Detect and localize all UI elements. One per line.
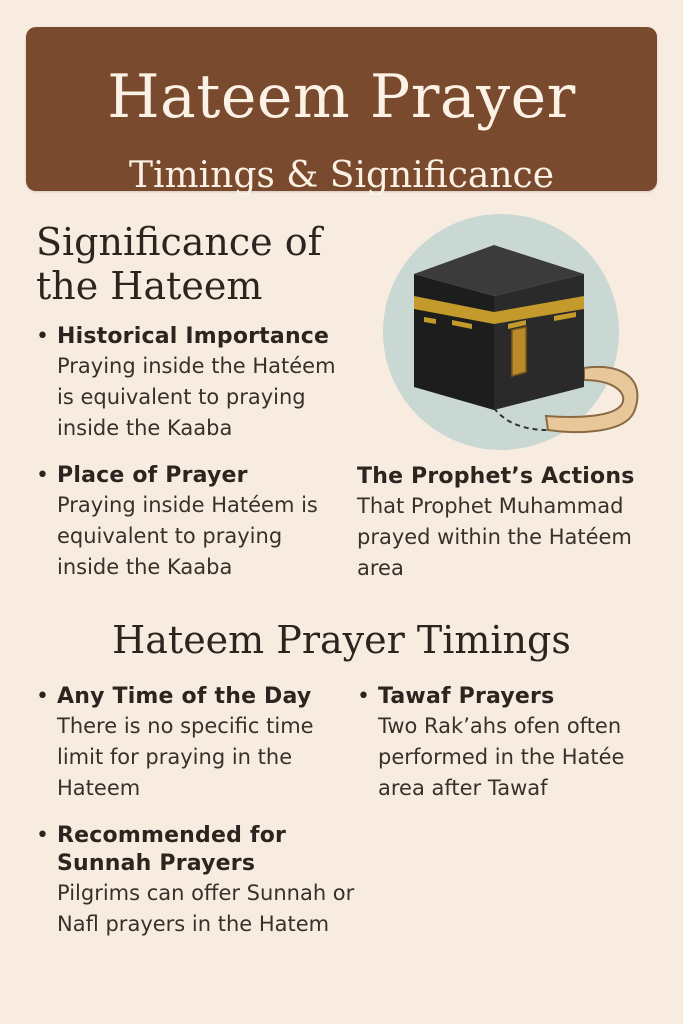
item-body: That Prophet Muhammad prayed within the Hatéem area [357, 494, 632, 580]
title-banner [26, 27, 657, 196]
significance-item-historical [36, 323, 356, 444]
page-subtitle: Timings & Significance [128, 155, 555, 196]
page-title: Hateem Prayer [107, 62, 576, 132]
bullet-dot-icon: • [36, 684, 49, 709]
item-body: Two Rak’ahs ofen often performed in the Hatée area after Tawaf [378, 714, 625, 800]
kaaba-left [414, 274, 494, 410]
item-heading: Recommended for Sunnah Prayers [57, 823, 287, 876]
item-heading: Place of Prayer [57, 463, 248, 488]
item-body: Pilgrims can offer Sunnah or Nafl prayers in the Hatem [57, 881, 355, 936]
bullet-dot-icon: • [36, 823, 49, 848]
significance-item-prophet [357, 463, 657, 584]
item-body: Praying inside Hatéem is equivalent to praying inside the Kaaba [57, 493, 318, 579]
item-body: There is no specific time limit for praying in the Hateem [57, 714, 314, 800]
significance-section-title: Significance of the Hateem [36, 220, 322, 308]
item-heading: Any Time of the Day [57, 684, 312, 709]
bullet-dot-icon: • [36, 324, 49, 349]
significance-item-place [36, 462, 336, 583]
timings-item-sunnah [36, 822, 376, 940]
item-heading: Historical Importance [57, 324, 330, 349]
kaaba-icon [376, 212, 646, 452]
kaaba-door [512, 327, 526, 376]
item-heading: The Prophet’s Actions [357, 464, 635, 489]
bullet-dot-icon: • [357, 684, 370, 709]
timings-item-any-time [36, 683, 336, 804]
timings-item-tawaf [357, 683, 657, 804]
timings-section-title: Hateem Prayer Timings [112, 618, 571, 662]
bullet-dot-icon: • [36, 463, 49, 488]
item-body: Praying inside the Hatéem is equivalent to praying inside the Kaaba [57, 354, 336, 440]
kaaba-right [494, 274, 584, 410]
item-heading: Tawaf Prayers [378, 684, 555, 709]
